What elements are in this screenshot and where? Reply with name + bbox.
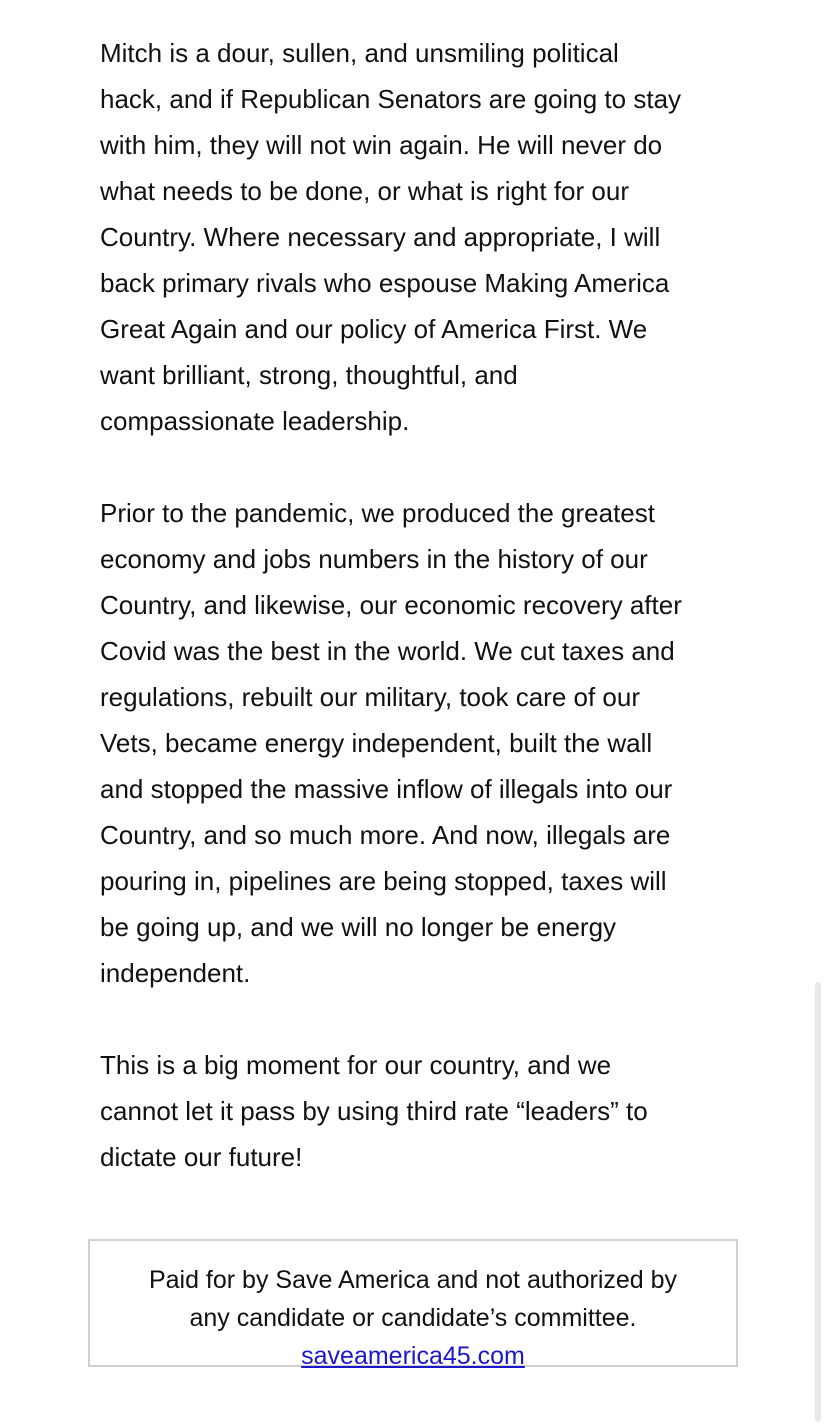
disclaimer-text: Paid for by Save America and not authorized by any candidate or candidate’s committee. bbox=[148, 1266, 678, 1332]
paragraph: Prior to the pandemic, we produced the greatest economy and jobs numbers in the history of our Country, and likewise, our economic recovery after Covid was the best in the world. We cut taxes and regulations, rebuilt our military, took care of our Vets, became energy independent, built the wall and stopped the massive inflow of illegals into our Country, and so much more. And now, illegals are pouring in, pipelines are being stopped, taxes will be going up, and we will no longer be energy independent. bbox=[100, 498, 682, 988]
website-link[interactable]: saveamerica45.com bbox=[301, 1342, 525, 1370]
article-body bbox=[100, 30, 740, 1180]
paid-for-disclaimer-box bbox=[88, 1239, 738, 1370]
paragraph: Mitch is a dour, sullen, and unsmiling political hack, and if Republican Senators are going to stay with him, they will not win again. He will never do what needs to be done, or what is right for our Country. Where necessary and appropriate, I will back primary rivals who espouse Making America Great Again and our policy of America First. We want brilliant, strong, thoughtful, and compassionate leadership. bbox=[100, 38, 682, 436]
paragraph: This is a big moment for our country, and we cannot let it pass by using third rate “leaders” to dictate our future! bbox=[100, 1050, 648, 1172]
scrollbar[interactable] bbox=[815, 982, 821, 1422]
